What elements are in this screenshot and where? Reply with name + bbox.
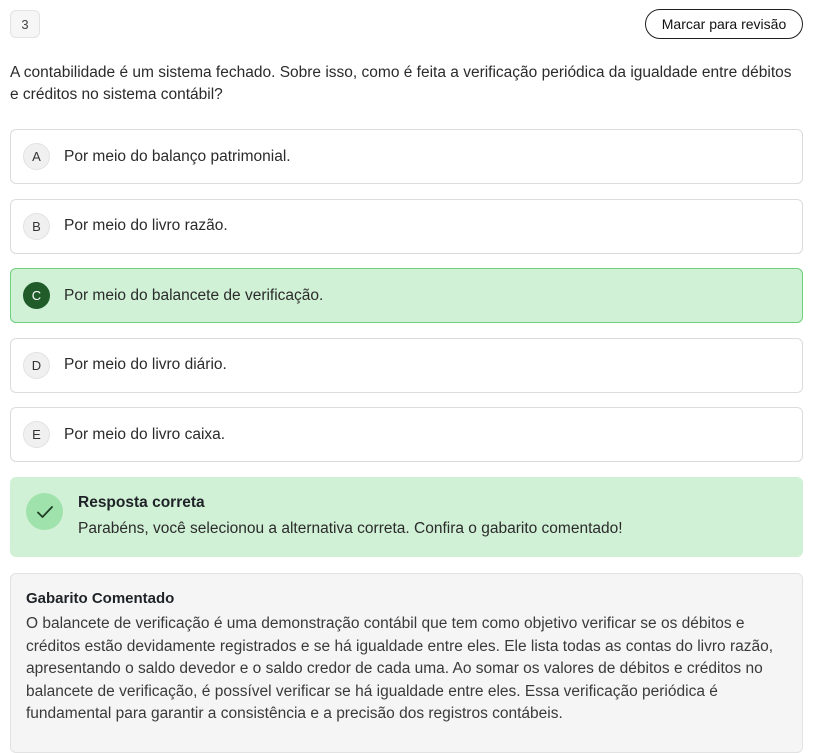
commented-answer-panel [10,573,803,753]
question-number-badge: 3 [10,10,40,38]
option-letter: D [23,352,50,379]
option-letter: A [23,143,50,170]
option-letter: C [23,282,50,309]
check-icon [26,493,63,530]
question-text: A contabilidade é um sistema fechado. Sobre isso, como é feita a verificação periódica da igualdade entre débitos e créditos no sistema contábil? [10,64,792,103]
option-letter: B [23,213,50,240]
explanation-title: Gabarito Comentado [26,590,175,607]
option-b[interactable] [10,199,803,254]
option-d[interactable] [10,338,803,393]
option-text: Por meio do balancete de verificação. [64,286,324,304]
mark-for-review-button[interactable]: Marcar para revisão [645,9,803,39]
option-text: Por meio do livro diário. [64,356,227,373]
correct-answer-feedback [10,477,803,557]
option-text: Por meio do livro razão. [64,217,228,234]
option-letter: E [23,421,50,448]
option-c[interactable] [10,268,803,323]
option-a[interactable] [10,129,803,184]
option-text: Por meio do balanço patrimonial. [64,147,291,165]
answer-options [10,129,803,477]
option-text: Por meio do livro caixa. [64,425,226,443]
feedback-title: Resposta correta [78,494,205,511]
option-e[interactable] [10,407,803,462]
explanation-text: O balancete de verificação é uma demonstração contábil que tem como objetivo verificar se os débitos e créditos estão devidamente registrados e se há igualdade entre eles. Ele lista todas as contas do livro razão, apresentando o saldo devedor e o saldo credor de cada uma. Ao somar os valores de débitos e créditos no balancete de verificação, é possível verificar se há igualdade entre eles. Essa verificação periódica é fundamental para garantir a consistência e a precisão dos registros contábeis. [26,615,774,722]
feedback-message: Parabéns, você selecionou a alternativa correta. Confira o gabarito comentado! [78,520,623,537]
